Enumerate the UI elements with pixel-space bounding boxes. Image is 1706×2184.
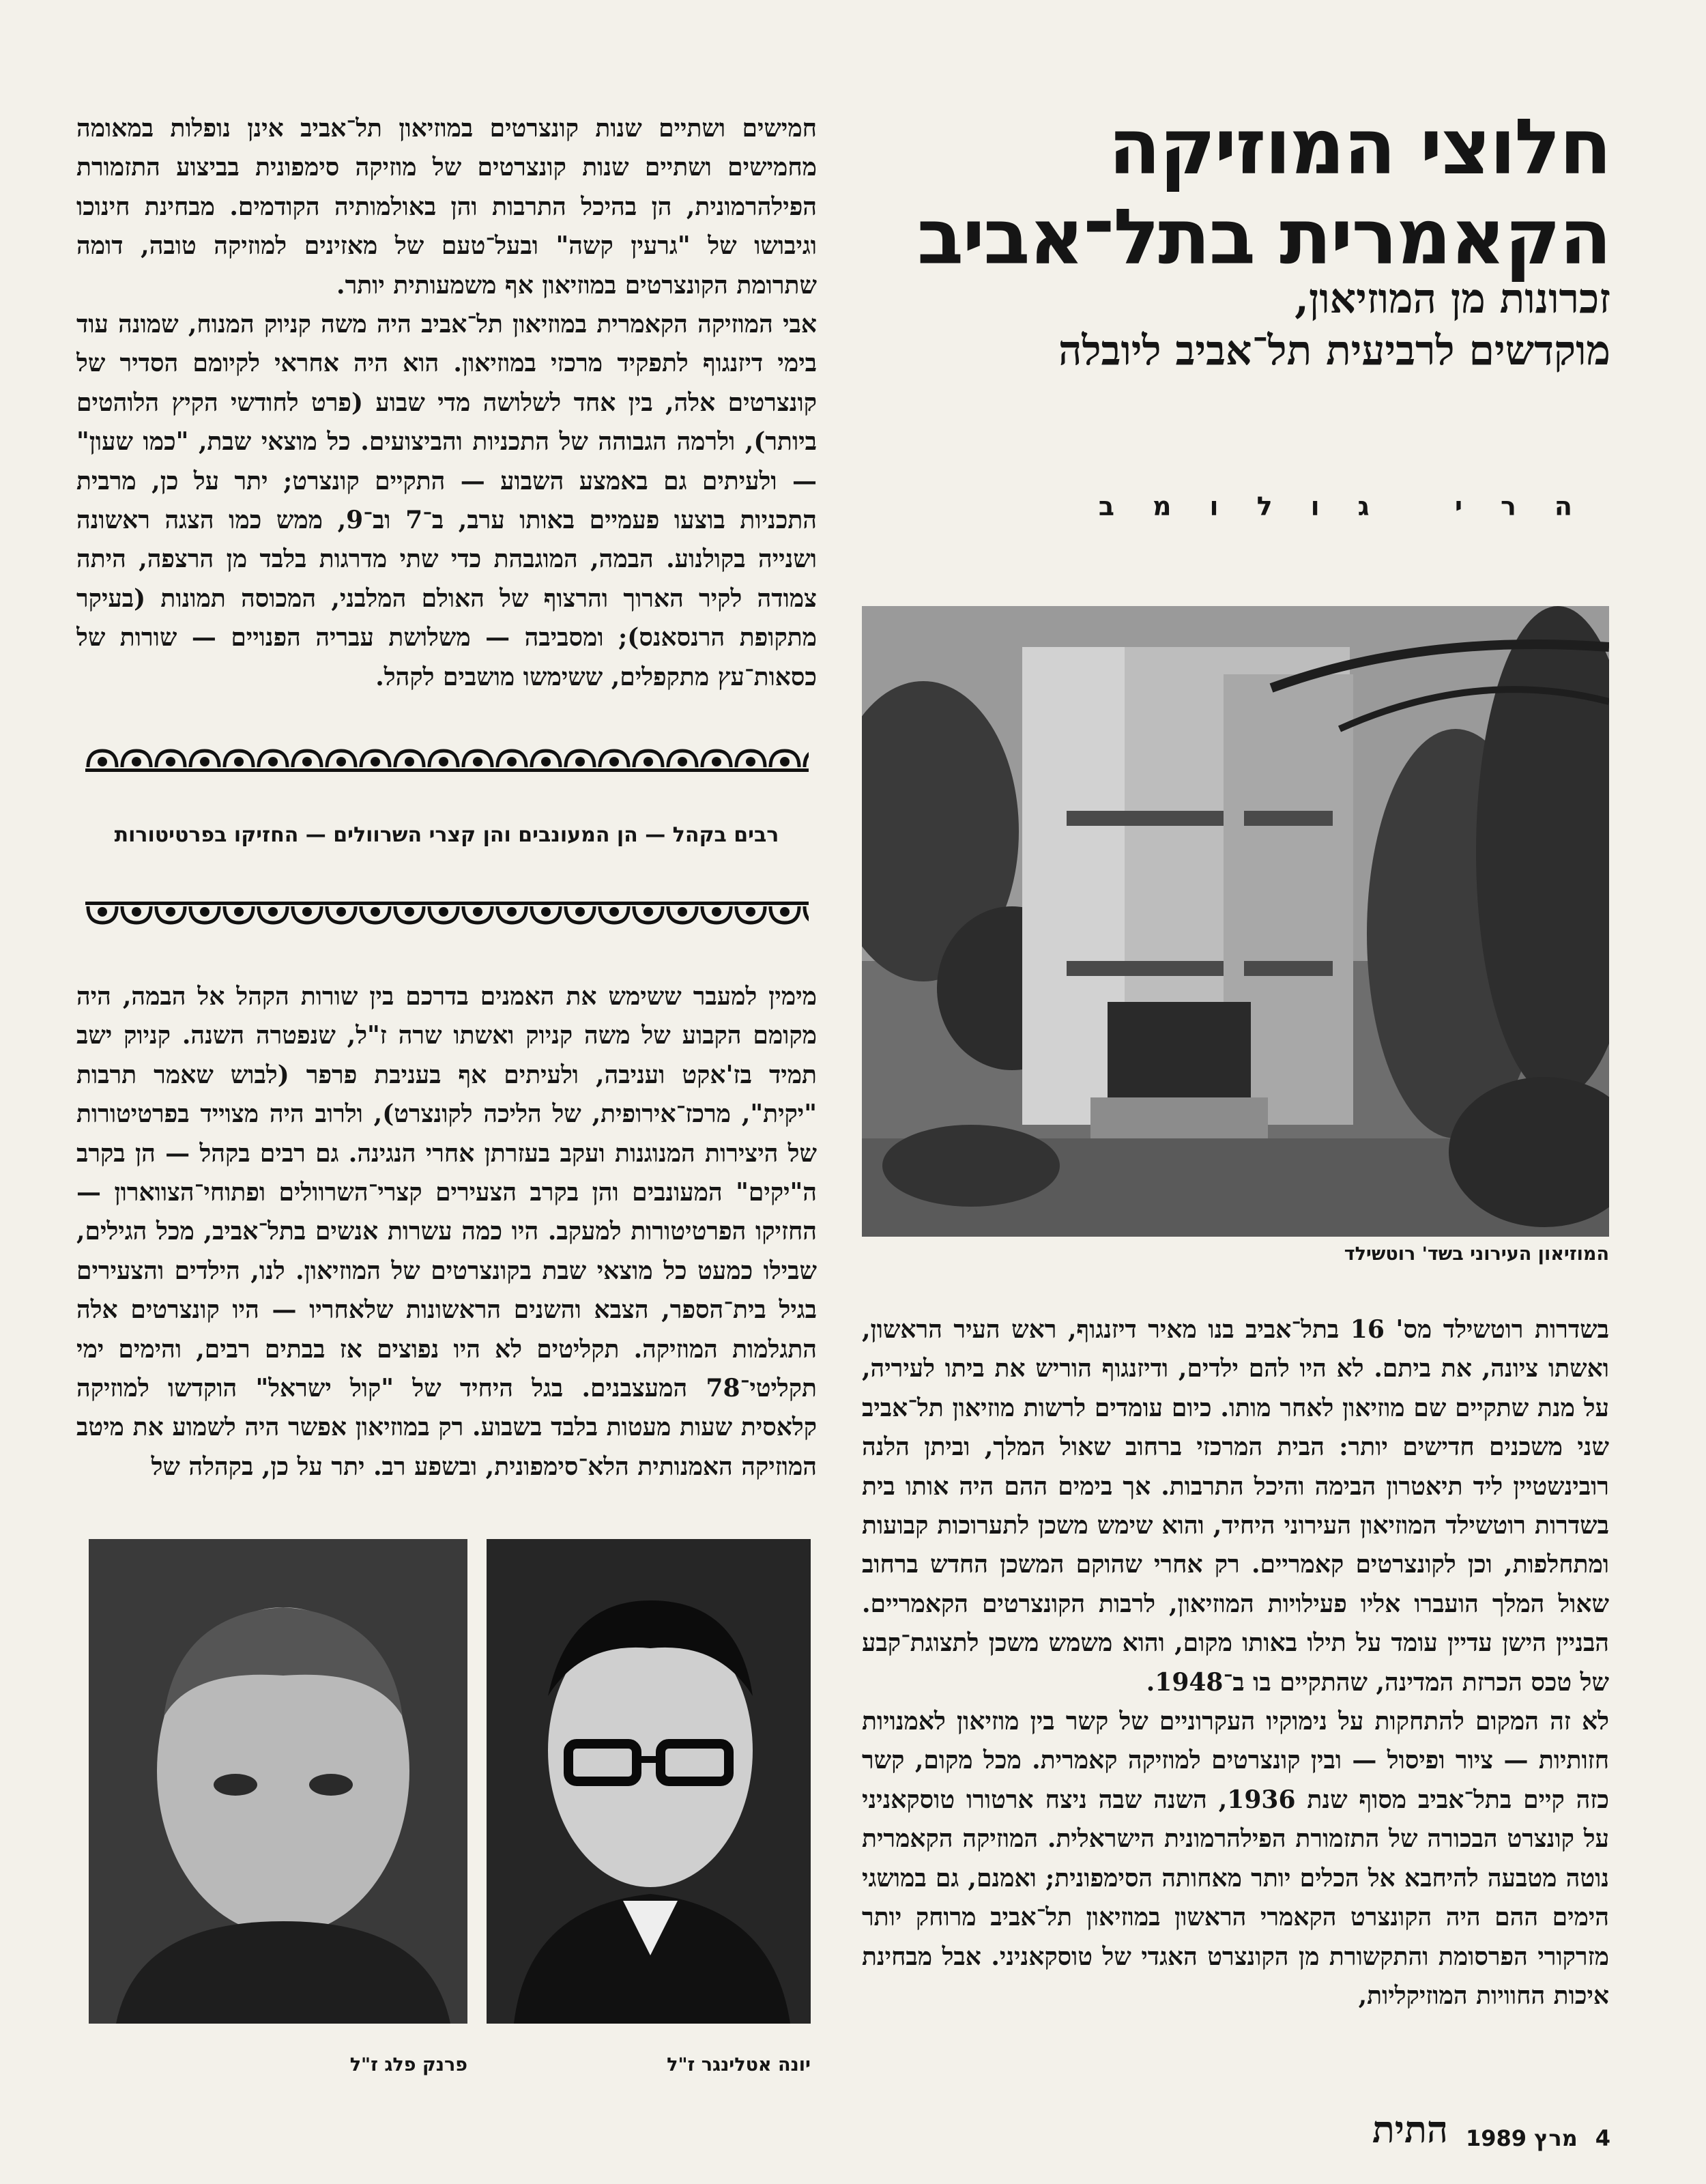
subheadline <box>860 273 1610 377</box>
author-byline: הרי גולומב <box>1098 491 1610 521</box>
decorative-border-bottom <box>85 900 809 930</box>
decorative-border-top <box>85 744 809 774</box>
subhead-line-1: זכרונות מן המוזיאון, <box>1295 275 1610 323</box>
right-column-body <box>862 1310 1609 2041</box>
page-footer <box>880 2097 1610 2151</box>
left-column-top-body <box>76 109 817 703</box>
portrait-photo-left <box>89 1539 467 2024</box>
headline-line-1: חלוצי המוזיקה <box>1108 103 1610 192</box>
portrait-illustration <box>89 1539 467 2024</box>
portrait-right-caption: יונה אטלינגר ז"ל <box>667 2054 811 2075</box>
left-column-middle-body <box>76 977 817 1523</box>
scroll-ornament-icon <box>85 744 809 774</box>
portrait-photo-right <box>487 1539 811 2024</box>
article-paragraph: לא זה המקום להתחקות על נימוקיו העקרוניים של קשר בין מוזיאון לאמנויות חזותיות — ציור ופיסול — ובין קונצרטים למוזיקה קאמרית. מכל מקום, קשר כזה קיים בתל־אביב מסוף שנת 1936, השנה שבה ניצח ארטורו טוסקאניני על קונצרט הבכורה של התזמורת הפילהרמונית הישראלית. המוזיקה הקאמרית נוטה מטבעה להיחבא אל הכלים יותר מאחותה הסימפונית; ואמנם, גם במושגי הימים ההם היה הקונצרט הקאמרי הראשון במוזיאון תל־אביב מרוחק יותר מזרקורי הפרסומת והתקשורת מן הקונצרט האגדי של טוסקאניני. אבל מבחינת איכות החוויות המוזיקליות, <box>862 1707 1609 2010</box>
magazine-name: התית <box>1372 2108 1448 2151</box>
page-number: 4 <box>1595 2125 1610 2151</box>
museum-building-illustration <box>862 606 1609 1237</box>
portrait-illustration <box>487 1539 811 2024</box>
article-paragraph: מימין למעבר ששימש את האמנים בדרכם בין שורות הקהל אל הבמה, היה מקומם הקבוע של משה קניוק ואשתו שרה ז"ל, שנפטרה השנה. קניוק ישב תמיד בז'אקט ועניבה, ולעיתים אף בעניבת פרפר (לבוש שאמר תרבות "יקית", מרכז־אירופית, של הליכה לקונצרט), ולרוב היה מצוייד בפרטיטורות של היצירות המנוגנות ועקב בעזרתן אחרי הנגינה. גם רבים בקהל — הן בקרב ה"יקים" המעונבים והן בקרב הצעירים קצרי־השרוולים ופתוחי־הצווארון — החזיקו הפרטיטורות למעקב. היו כמה עשרות אנשים בתל־אביב, מכל הגילים, שבילו כמעט כל מוצאי שבת בקונצרטים של המוזיאון. לנו, הילדים והצעירים בגיל בית־הספר, הצבא והשנים הראשונות שלאחריו — היו קונצרטים אלה התגלמות המוזיקה. תקליטים לא היו נפוצים אז בבתים רבים, והימים ימי תקליטי־78 המעצבנים. בגל היחיד של "קול ישראל" הוקדשו למוזיקה קלאסית שעות מעטות בלבד בשבוע. רק במוזיאון אפשר היה לשמוע את מיטב המוזיקה האמנותית הלא־סימפונית, ובשפע רב. יתר על כן, בקהלה של <box>76 982 817 1481</box>
subhead-line-2: מוקדשים לרביעית תל־אביב ליובלה <box>1058 327 1610 375</box>
headline-line-2: הקאמרית בתל־אביב <box>916 193 1610 282</box>
article-paragraph: בשדרות רוטשילד מס' 16 בתל־אביב בנו מאיר דיזנגוף, ראש העיר הראשון, ואשתו ציונה, את ביתם. לא היו להם ילדים, ודיזנגוף הוריש את ביתו לעיריה, על מנת שתקיים שם מוזיאון לאחר מותו. כיום עומדים לרשות מוזיאון תל־אביב שני משכנים חדישים יותר: הבית המרכזי ברחוב שאול המלך, וביתן הלנה רובינשטיין ליד תיאטרון הבימה והיכל התרבות. אך בימים ההם היה אותו בית בשדרות רוטשילד המוזיאון העירוני היחיד, והוא שימש משכן לתערוכות קבועות ומתחלפות, וכן לקונצרטים קאמריים. רק אחרי שהוקם המשכן החדש ברחוב שאול המלך הועברו אליו פעילויות המוזיאון, לרבות הקונצרטים הקאמריים. הבניין הישן עדיין עומד על תילו באותו מקום, והוא משמש משכן לתצוגת־קבע של טכס הכרזת המדינה, שהתקיים בו ב־1948. <box>862 1315 1609 1697</box>
article-paragraph: אבי המוזיקה הקאמרית במוזיאון תל־אביב היה משה קניוק המנוח, שמונה עוד בימי דיזנגוף לתפקיד מרכזי במוזיאון. הוא היה אחראי לקיומם הסדיר של קונצרטים אלה, בין אחד לשלושה מדי שבוע (פרט לחודשי הקיץ הלוהטים ביותר), ולרמה הגבוהה של התכניות והביצועים. כל מוצאי שבת, "כמו שעון" — ולעיתים גם באמצע השבוע — התקיים קונצרט; יתר על כן, מרבית התכניות בוצעו פעמיים באותו ערב, ב־7 וב־9, ממש כמו הצגה ראשונה ושנייה בקולנוע. הבמה, המוגבהת כדי שתי מדרגות בלבד מן הרצפה, היתה צמודה לקיר הארוך והרצוף של האולם המלבני, המכוסה תמונות (בעיקר מתקופת הרנסאנס); ומסביבה — משלושת עבריה הפנויים — שורות של כסאות־עץ מתקפלים, ששימשו מושבים לקהל. <box>76 310 817 691</box>
issue-date: מרץ 1989 <box>1465 2125 1578 2151</box>
article-paragraph: חמישים ושתיים שנות קונצרטים במוזיאון תל־אביב אינן נופלות במאומה מחמישים ושתיים שנות קונצרטים של מוזיקה סימפונית בביצוע התזמורת הפילהרמונית, הן בהיכל התרבות והן באולמותיה הקודמים. מבחינת חינוכו וגיבושו של "גרעין קשה" ובעל־טעם של מאזינים למוזיקה טובה, דומה שתרומת הקונצרטים במוזיאון אף משמעותית יותר. <box>76 114 817 300</box>
headline <box>860 102 1610 283</box>
museum-building-photo <box>862 606 1609 1237</box>
building-photo-caption: המוזיאון העירוני בשד' רוטשילד <box>1344 1244 1609 1265</box>
scroll-ornament-icon <box>85 900 809 930</box>
portrait-left-caption: פרנק פלג ז"ל <box>349 2054 467 2075</box>
pull-quote: רבים בקהל — הן המעונבים והן קצרי השרוולים — החזיקו בפרטיטורות <box>114 823 779 847</box>
